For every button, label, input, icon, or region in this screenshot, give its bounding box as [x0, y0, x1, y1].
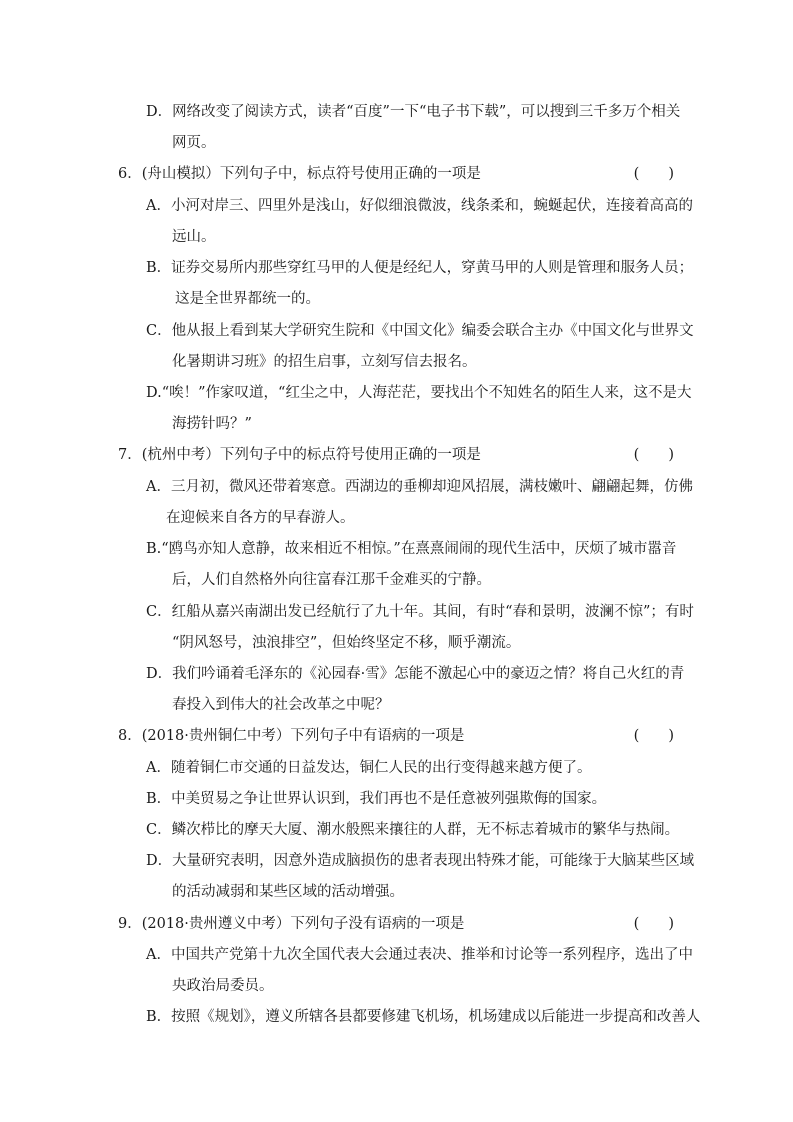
question-8-stem: 8．(2018·贵州铜仁中考）下列句子中有语病的一项是 — [118, 728, 465, 744]
q6-option-c-line2: 化暑期讲习班》的招生启事，立刻写信去报名。 — [172, 354, 477, 370]
q7-option-d-line2: 春投入到伟大的社会改革之中呢？ — [172, 697, 390, 713]
q7-option-b-line2: 后，人们自然格外向往富春江那千金难买的宁静。 — [172, 572, 491, 588]
q7-option-b-line1: B.“鸥鸟亦知人意静，故来相近不相惊。”在熹熹闹闹的现代生活中，厌烦了城市嚣音 — [146, 541, 677, 557]
question-9-stem: 9．(2018·贵州遵义中考）下列句子没有语病的一项是 — [118, 916, 465, 932]
q7-option-d-line1: D．我们吟诵着毛泽东的《沁园春·雪》怎能不激起心中的豪迈之情？将自己火红的青 — [146, 666, 685, 682]
q7-option-c-line1: C．红船从嘉兴南湖出发已经航行了九十年。其间，有时“春和景明，波澜不惊”；有时 — [146, 604, 694, 620]
question-6-answer-blank: ( ) — [633, 166, 674, 182]
q6-option-d-line1: D.“唉！”作家叹道，“红尘之中，人海茫茫，要找出个不知姓名的陌生人来，这不是大 — [146, 385, 692, 401]
q6-option-d-line2: 海捞针吗？” — [172, 416, 252, 432]
question-7-answer-blank: ( ) — [633, 447, 674, 463]
q7-option-c-line2: “阴风怒号，浊浪排空”，但始终坚定不移，顺乎潮流。 — [172, 635, 521, 651]
q8-option-b: B．中美贸易之争让世界认识到，我们再也不是任意被列强欺侮的国家。 — [146, 791, 607, 807]
q8-option-a: A．随着铜仁市交通的日益发达，铜仁人民的出行变得越来越方便了。 — [146, 760, 592, 776]
q8-option-d-line2: 的活动减弱和某些区域的活动增强。 — [172, 884, 404, 900]
q5-option-d-line2: 网页。 — [172, 135, 216, 151]
q6-option-b-line2: 这是全世界都统一的。 — [175, 291, 320, 307]
q6-option-a-line2: 远山。 — [172, 229, 216, 245]
question-7-stem: 7．(杭州中考）下列句子中的标点符号使用正确的一项是 — [118, 447, 481, 463]
question-8-answer-blank: ( ) — [633, 728, 674, 744]
q5-option-d-line1: D．网络改变了阅读方式，读者“百度”一下“电子书下载”，可以搜到三千多万个相关 — [146, 104, 681, 120]
q7-option-a-line2: 在迎候来自各方的早春游人。 — [166, 510, 355, 526]
question-9 — [118, 914, 674, 934]
q9-option-a-line1: A．中国共产党第十九次全国代表大会通过表决、推举和讨论等一系列程序，选出了中 — [146, 947, 693, 963]
question-6-stem: 6．(舟山模拟）下列句子中，标点符号使用正确的一项是 — [118, 166, 481, 182]
q6-option-a-line1: A．小河对岸三、四里外是浅山，好似细浪微波，线条柔和，蜿蜒起伏，连接着高高的 — [146, 198, 693, 214]
q8-option-d-line1: D．大量研究表明，因意外造成脑损伤的患者表现出特殊才能，可能缘于大脑某些区域 — [146, 853, 695, 869]
q8-option-c: C．鳞次栉比的摩天大厦、潮水般熙来攘往的人群，无不标志着城市的繁华与热闹。 — [146, 822, 680, 838]
q7-option-a-line1: A．三月初，微风还带着寒意。西湖边的垂柳却迎风招展，满枝嫩叶、翩翩起舞，仿佛 — [146, 479, 693, 495]
question-9-answer-blank: ( ) — [633, 916, 674, 932]
question-7 — [118, 445, 674, 465]
question-6 — [118, 164, 674, 184]
q6-option-b-line1: B．证券交易所内那些穿红马甲的人便是经纪人，穿黄马甲的人则是管理和服务人员； — [146, 260, 694, 276]
q9-option-b-line1: B．按照《规划》，遵义所辖各县都要修建飞机场，机场建成以后能进一步提高和改善人 — [146, 1009, 701, 1025]
question-8 — [118, 726, 674, 746]
q6-option-c-line1: C．他从报上看到某大学研究生院和《中国文化》编委会联合主办《中国文化与世界文 — [146, 323, 694, 339]
q9-option-a-line2: 央政治局委员。 — [172, 978, 274, 994]
